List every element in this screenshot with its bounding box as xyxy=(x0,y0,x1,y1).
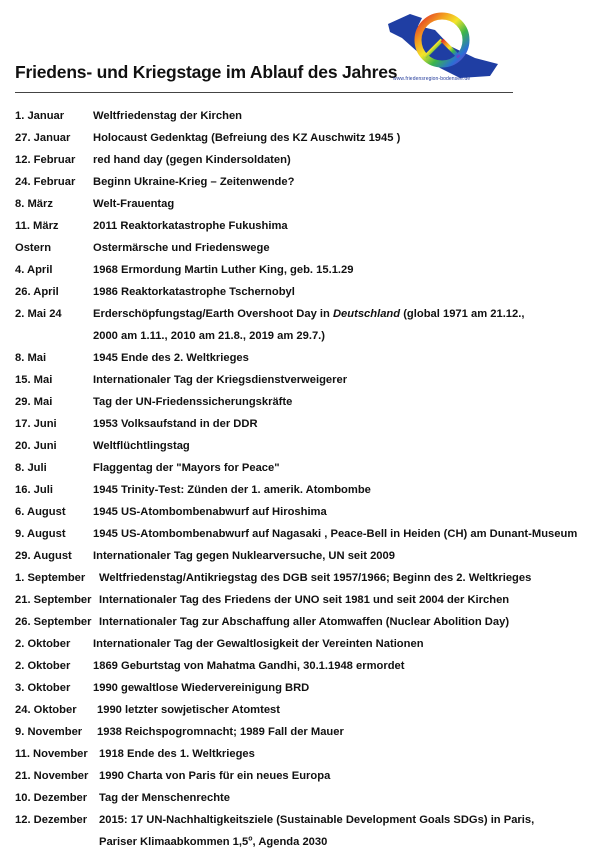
entry-event: 1986 Reaktorkatastrophe Tschernobyl xyxy=(93,286,295,298)
entry-event: 1918 Ende des 1. Weltkrieges xyxy=(99,748,255,760)
entry-event-continuation xyxy=(99,831,327,853)
entry-date: 16. Juli xyxy=(15,484,53,496)
entry-event: 2011 Reaktorkatastrophe Fukushima xyxy=(93,220,288,232)
entry-date: 17. Juni xyxy=(15,418,57,430)
list-item xyxy=(15,743,585,765)
entry-event xyxy=(93,303,524,325)
list-item xyxy=(15,501,585,523)
entry-event: 1938 Reichspogromnacht; 1989 Fall der Mauer xyxy=(97,726,344,738)
list-item xyxy=(15,149,585,171)
entry-date: 21. November xyxy=(15,770,89,782)
entry-event: Tag der Menschenrechte xyxy=(99,792,230,804)
entry-date: 2. Oktober xyxy=(15,660,71,672)
degree-superscript: o xyxy=(248,835,253,843)
entry-event: Ostermärsche und Friedenswege xyxy=(93,242,270,254)
list-item xyxy=(15,457,585,479)
entry-event: Weltflüchtlingstag xyxy=(93,440,190,452)
entry-event: 2015: 17 UN-Nachhaltigkeitsziele (Sustainable Development Goals SDGs) in Paris, xyxy=(99,814,535,826)
logo-url-text: www.friedensregion-bodensee.de xyxy=(393,76,471,82)
entry-event: 1945 Ende des 2. Weltkrieges xyxy=(93,352,249,364)
entry-date: 15. Mai xyxy=(15,374,53,386)
entry-event: Internationaler Tag der Kriegsdienstverweigerer xyxy=(93,374,348,386)
entry-event: Internationaler Tag des Friedens der UNO seit 1981 und seit 2004 der Kirchen xyxy=(99,594,510,606)
list-item xyxy=(15,193,585,215)
entry-event-part: Pariser Klimaabkommen 1,5 xyxy=(99,836,249,848)
list-item xyxy=(15,523,585,545)
entry-event: 1990 letzter sowjetischer Atomtest xyxy=(97,704,281,716)
list-item xyxy=(15,303,585,325)
list-item xyxy=(15,171,585,193)
list-item xyxy=(15,677,585,699)
list-item xyxy=(15,787,585,809)
entry-event-part: , Agenda 2030 xyxy=(252,836,328,848)
list-item xyxy=(15,259,585,281)
list-item xyxy=(15,721,585,743)
list-item xyxy=(15,127,585,149)
list-item xyxy=(15,611,585,633)
list-item xyxy=(15,391,585,413)
entry-date: 3. Oktober xyxy=(15,682,71,694)
entry-date: 9. November xyxy=(15,726,83,738)
entry-date: 2. Oktober xyxy=(15,638,71,650)
list-item xyxy=(15,435,585,457)
entry-date: 27. Januar xyxy=(15,132,71,144)
entry-date: 12. Februar xyxy=(15,154,76,166)
list-item xyxy=(15,633,585,655)
entry-event: Flaggentag der "Mayors for Peace" xyxy=(93,462,280,474)
entry-date: 1. Januar xyxy=(15,110,65,122)
entry-event: Internationaler Tag zur Abschaffung aller Atomwaffen (Nuclear Abolition Day) xyxy=(99,616,510,628)
list-item xyxy=(15,567,585,589)
page-title: Friedens- und Kriegstage im Ablauf des Jahres xyxy=(15,62,398,82)
entry-event: Weltfriedenstag der Kirchen xyxy=(93,110,242,122)
entry-event: Holocaust Gedenktag (Befreiung des KZ Auschwitz 1945 ) xyxy=(93,132,401,144)
entry-date: 12. Dezember xyxy=(15,814,88,826)
entry-date: 6. August xyxy=(15,506,66,518)
title-divider xyxy=(15,92,513,93)
entry-date: 10. Dezember xyxy=(15,792,88,804)
entry-date: 26. April xyxy=(15,286,59,298)
entry-date: 29. August xyxy=(15,550,72,562)
list-item xyxy=(15,413,585,435)
entry-date: 8. Mai xyxy=(15,352,47,364)
entry-date: 9. August xyxy=(15,528,66,540)
entry-event: 1945 Trinity-Test: Zünden der 1. amerik. Atombombe xyxy=(93,484,371,496)
entry-event: Internationaler Tag gegen Nuklearversuche, UN seit 2009 xyxy=(93,550,395,562)
list-item xyxy=(15,347,585,369)
list-item xyxy=(15,215,585,237)
list-item xyxy=(15,237,585,259)
entry-event: 1945 US-Atombombenabwurf auf Hiroshima xyxy=(93,506,327,518)
list-item xyxy=(15,105,585,127)
list-item-continuation xyxy=(15,831,585,853)
entry-date: 11. November xyxy=(15,748,88,760)
entry-date: 24. Februar xyxy=(15,176,76,188)
entry-event-part: Erderschöpfungstag/Earth Overshoot Day in xyxy=(93,308,333,320)
entry-event: 1990 Charta von Paris für ein neues Europa xyxy=(99,770,331,782)
entry-date: Ostern xyxy=(15,242,52,254)
list-item xyxy=(15,545,585,567)
list-item xyxy=(15,369,585,391)
entry-date: 2. Mai 24 xyxy=(15,308,62,320)
entry-date: 21. September xyxy=(15,594,92,606)
entry-date: 8. März xyxy=(15,198,53,210)
entry-event: 1968 Ermordung Martin Luther King, geb. 15.1.29 xyxy=(93,264,354,276)
entry-date: 24. Oktober xyxy=(15,704,77,716)
list-item xyxy=(15,765,585,787)
entry-event: Internationaler Tag der Gewaltlosigkeit der Vereinten Nationen xyxy=(93,638,424,650)
entry-event-continuation: 2000 am 1.11., 2010 am 21.8., 2019 am 29.7.) xyxy=(93,330,326,342)
list-item xyxy=(15,479,585,501)
entry-event: Weltfriedenstag/Antikriegstag des DGB seit 1957/1966; Beginn des 2. Weltkrieges xyxy=(99,572,532,584)
list-item xyxy=(15,589,585,611)
entry-event: 1953 Volksaufstand in der DDR xyxy=(93,418,258,430)
list-item xyxy=(15,281,585,303)
entry-date: 29. Mai xyxy=(15,396,53,408)
entry-date: 20. Juni xyxy=(15,440,57,452)
list-item xyxy=(15,655,585,677)
entry-event: Beginn Ukraine-Krieg – Zeitenwende? xyxy=(93,176,295,188)
entry-event: 1945 US-Atombombenabwurf auf Nagasaki , Peace-Bell in Heiden (CH) am Dunant-Museum xyxy=(93,528,578,540)
entry-event: red hand day (gegen Kindersoldaten) xyxy=(93,154,291,166)
entry-event-part: (global 1971 am 21.12., xyxy=(400,308,525,320)
entry-event-emphasis: Deutschland xyxy=(332,308,401,320)
entry-event: Welt-Frauentag xyxy=(93,198,175,210)
entry-event: Tag der UN-Friedenssicherungskräfte xyxy=(93,396,293,408)
list-item-continuation xyxy=(15,325,585,347)
list-item xyxy=(15,699,585,721)
entry-date: 1. September xyxy=(15,572,86,584)
entry-event: 1869 Geburtstag von Mahatma Gandhi, 30.1.1948 ermordet xyxy=(93,660,405,672)
entry-date: 8. Juli xyxy=(15,462,47,474)
list-item xyxy=(15,809,585,831)
entry-event: 1990 gewaltlose Wiedervereinigung BRD xyxy=(93,682,310,694)
entry-date: 11. März xyxy=(15,220,59,232)
entry-date: 26. September xyxy=(15,616,92,628)
calendar-list xyxy=(15,105,585,853)
entry-date: 4. April xyxy=(15,264,53,276)
